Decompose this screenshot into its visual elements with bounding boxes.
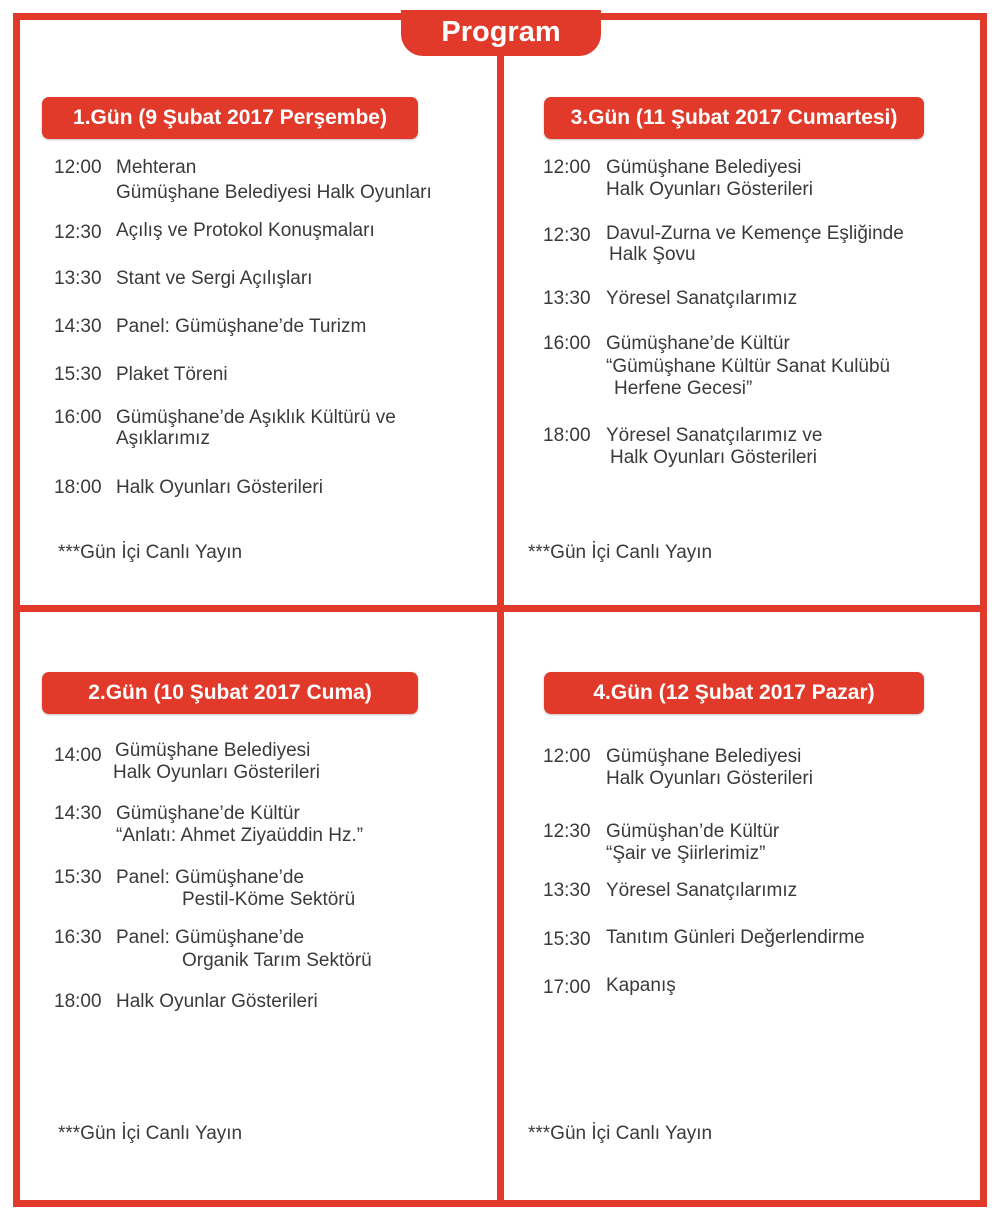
item-text: Halk Oyunları Gösterileri xyxy=(606,768,813,789)
item-text: “Anlatı: Ahmet Ziyaüddin Hz.” xyxy=(116,825,364,846)
item-text: “Şair ve Şiirlerimiz” xyxy=(606,843,766,864)
item-text: Panel: Gümüşhane’de xyxy=(116,927,305,948)
item-time: 16:00 xyxy=(54,407,102,428)
item-text: Davul-Zurna ve Kemençe Eşliğinde xyxy=(606,223,904,244)
item-text: Gümüşhane’de Kültür xyxy=(606,333,790,354)
item-text: Halk Oyunlar Gösterileri xyxy=(116,991,318,1012)
item-time: 16:00 xyxy=(543,333,591,354)
item-time: 17:00 xyxy=(543,977,591,998)
item-time: 16:30 xyxy=(54,927,102,948)
item-text: Halk Oyunları Gösterileri xyxy=(116,477,323,498)
item-time: 12:00 xyxy=(543,746,591,767)
item-text: Pestil-Köme Sektörü xyxy=(182,889,356,910)
item-text: Gümüşhane Belediyesi xyxy=(606,157,802,178)
item-time: 13:30 xyxy=(543,880,591,901)
page-title: Program xyxy=(441,16,561,48)
live-broadcast-note: ***Gün İçi Canlı Yayın xyxy=(528,1123,713,1144)
item-text: Organik Tarım Sektörü xyxy=(182,950,372,971)
item-time: 12:30 xyxy=(543,225,591,246)
live-broadcast-note: ***Gün İçi Canlı Yayın xyxy=(58,542,243,563)
item-text: Halk Şovu xyxy=(609,244,696,265)
live-broadcast-note: ***Gün İçi Canlı Yayın xyxy=(528,542,713,563)
item-text: Halk Oyunları Gösterileri xyxy=(610,447,817,468)
item-text: Gümüşhane Belediyesi xyxy=(606,746,802,767)
item-time: 18:00 xyxy=(54,477,102,498)
item-time: 14:30 xyxy=(54,803,102,824)
item-text: Yöresel Sanatçılarımız xyxy=(606,288,798,309)
item-time: 12:00 xyxy=(54,157,102,178)
item-time: 13:30 xyxy=(543,288,591,309)
item-text: Yöresel Sanatçılarımız xyxy=(606,880,798,901)
item-time: 15:30 xyxy=(54,867,102,888)
day-header: 1.Gün (9 Şubat 2017 Perşembe) xyxy=(42,97,418,139)
item-text: Aşıklarımız xyxy=(116,428,210,449)
item-time: 18:00 xyxy=(54,991,102,1012)
item-time: 12:30 xyxy=(54,222,102,243)
item-text: Gümüşhane’de Kültür xyxy=(116,803,300,824)
day-header: 3.Gün (11 Şubat 2017 Cumartesi) xyxy=(544,97,924,139)
horizontal-divider xyxy=(18,605,982,612)
item-text: Panel: Gümüşhane’de xyxy=(116,867,305,888)
item-text: Mehteran xyxy=(116,157,197,178)
item-text: Gümüşhane Belediyesi Halk Oyunları xyxy=(116,182,432,203)
item-time: 18:00 xyxy=(543,425,591,446)
item-text: Yöresel Sanatçılarımız ve xyxy=(606,425,823,446)
day-header: 2.Gün (10 Şubat 2017 Cuma) xyxy=(42,672,418,714)
item-text: Gümüşhan’de Kültür xyxy=(606,821,780,842)
live-broadcast-note: ***Gün İçi Canlı Yayın xyxy=(58,1123,243,1144)
item-time: 13:30 xyxy=(54,268,102,289)
vertical-divider xyxy=(497,56,504,1202)
item-text: “Gümüşhane Kültür Sanat Kulübü xyxy=(606,356,891,377)
item-text: Kapanış xyxy=(606,975,676,996)
item-text: Tanıtım Günleri Değerlendirme xyxy=(606,927,865,948)
item-text: Gümüşhane Belediyesi xyxy=(115,740,311,761)
item-time: 15:30 xyxy=(54,364,102,385)
item-text: Herfene Gecesi” xyxy=(614,378,753,399)
item-text: Halk Oyunları Gösterileri xyxy=(606,179,813,200)
item-text: Stant ve Sergi Açılışları xyxy=(116,268,313,289)
item-time: 15:30 xyxy=(543,929,591,950)
item-time: 12:30 xyxy=(543,821,591,842)
item-time: 14:30 xyxy=(54,316,102,337)
item-time: 12:00 xyxy=(543,157,591,178)
day-header: 4.Gün (12 Şubat 2017 Pazar) xyxy=(544,672,924,714)
item-time: 14:00 xyxy=(54,745,102,766)
item-text: Plaket Töreni xyxy=(116,364,228,385)
item-text: Gümüşhane’de Aşıklık Kültürü ve xyxy=(116,407,396,428)
item-text: Halk Oyunları Gösterileri xyxy=(113,762,320,783)
item-text: Açılış ve Protokol Konuşmaları xyxy=(116,220,375,241)
item-text: Panel: Gümüşhane’de Turizm xyxy=(116,316,367,337)
